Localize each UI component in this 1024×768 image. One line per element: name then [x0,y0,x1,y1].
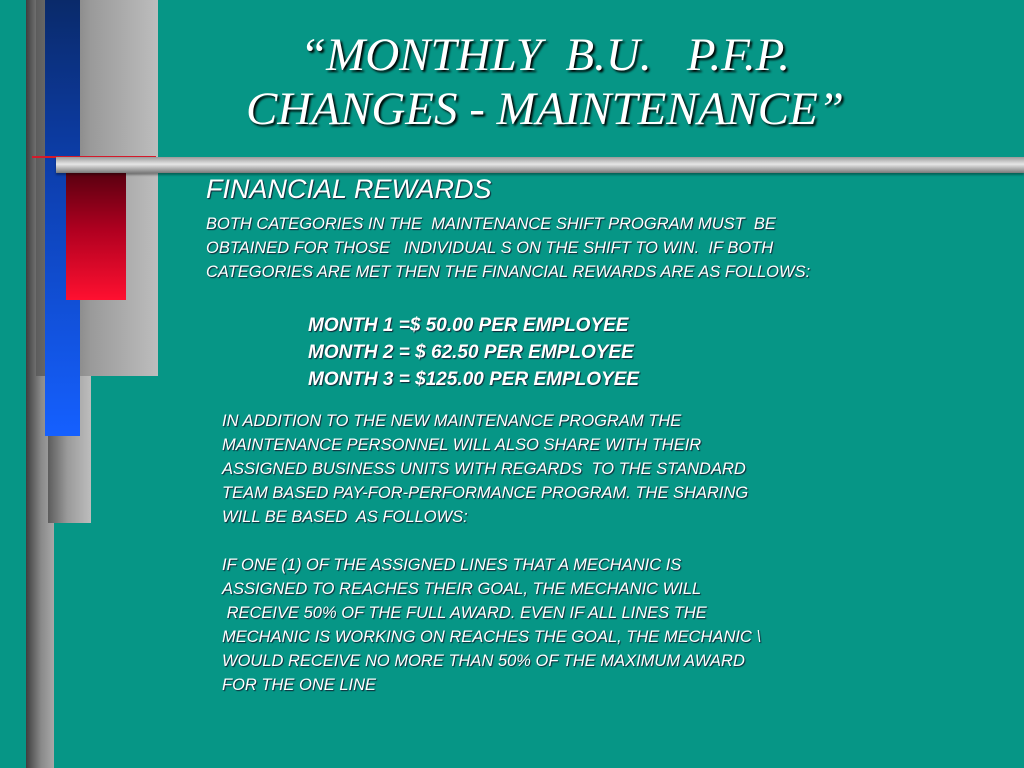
addition-line: TEAM BASED PAY-FOR-PERFORMANCE PROGRAM. THE SHARING [222,484,749,502]
rule-line: RECEIVE 50% OF THE FULL AWARD. EVEN IF ALL LINES THE [222,604,707,622]
rule-line: WOULD RECEIVE NO MORE THAN 50% OF THE MAXIMUM AWARD [222,652,745,670]
monthly-rewards-list [308,312,639,393]
intro-line: OBTAINED FOR THOSE INDIVIDUAL S ON THE SHIFT TO WIN. IF BOTH [206,239,774,257]
rule-line: ASSIGNED TO REACHES THEIR GOAL, THE MECHANIC WILL [222,580,702,598]
addition-line: ASSIGNED BUSINESS UNITS WITH REGARDS TO THE STANDARD [222,460,746,478]
month-2-reward: MONTH 2 = $ 62.50 PER EMPLOYEE [308,342,634,363]
slide-title-line-2: CHANGES - MAINTENANCE” [246,83,844,135]
sharing-rule-paragraph [222,553,761,697]
decor-red-bar [66,173,126,300]
intro-paragraph [206,212,810,284]
intro-line: CATEGORIES ARE MET THEN THE FINANCIAL REWARDS ARE AS FOLLOWS: [206,263,811,281]
intro-line: BOTH CATEGORIES IN THE MAINTENANCE SHIFT PROGRAM MUST BE [206,215,776,233]
rule-line: MECHANIC IS WORKING ON REACHES THE GOAL, THE MECHANIC \ [222,628,762,646]
month-3-reward: MONTH 3 = $125.00 PER EMPLOYEE [308,369,640,390]
addition-line: WILL BE BASED AS FOLLOWS: [222,508,468,526]
addition-paragraph [222,409,748,529]
section-heading: FINANCIAL REWARDS [206,174,492,204]
rule-line: IF ONE (1) OF THE ASSIGNED LINES THAT A MECHANIC IS [222,556,682,574]
rule-line: FOR THE ONE LINE [222,676,377,694]
addition-line: IN ADDITION TO THE NEW MAINTENANCE PROGRAM THE [222,412,682,430]
title-divider-rule [56,157,1024,173]
addition-line: MAINTENANCE PERSONNEL WILL ALSO SHARE WITH THEIR [222,436,702,454]
slide-title [150,28,940,136]
month-1-reward: MONTH 1 =$ 50.00 PER EMPLOYEE [308,315,629,336]
slide-title-line-1: “MONTHLY B.U. P.F.P. [299,29,791,81]
